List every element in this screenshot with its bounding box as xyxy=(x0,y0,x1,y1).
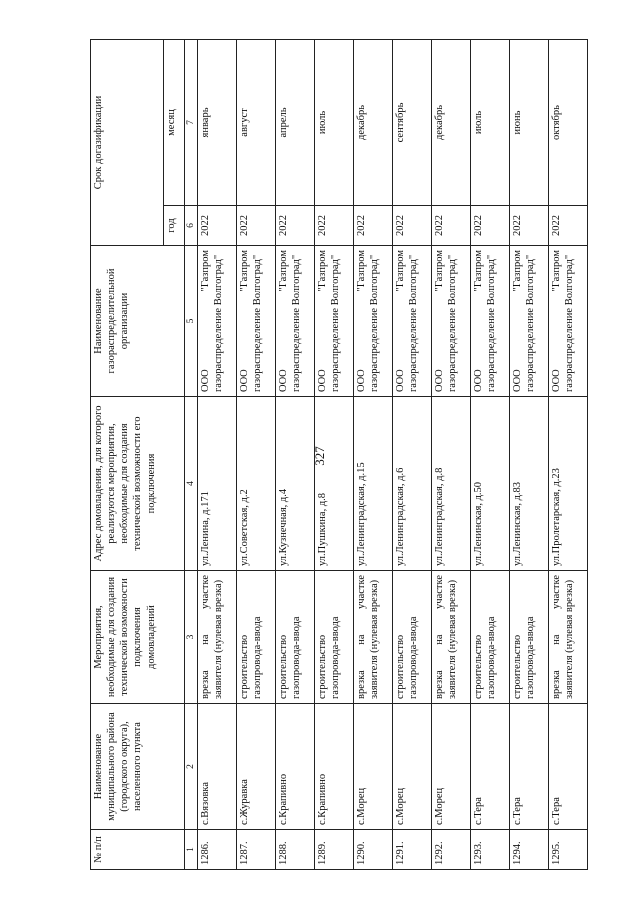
row-organization: ООО "Газпром газораспределение Волгоград" xyxy=(549,246,588,397)
row-year: 2022 xyxy=(549,206,588,246)
row-organization: ООО "Газпром газораспределение Волгоград" xyxy=(315,246,354,397)
gasification-table xyxy=(90,39,588,870)
row-place: с.Морец xyxy=(393,704,432,830)
row-year: 2022 xyxy=(198,206,237,246)
row-year: 2022 xyxy=(510,206,549,246)
row-month: июль xyxy=(471,39,510,205)
row-place: с.Тера xyxy=(471,704,510,830)
row-place: с.Журавка xyxy=(237,704,276,830)
row-address: ул.Ленинская, д.50 xyxy=(471,397,510,571)
row-year: 2022 xyxy=(354,206,393,246)
row-address: ул.Ленина, д.171 xyxy=(198,397,237,571)
row-number: 1291. xyxy=(393,830,432,870)
row-organization: ООО "Газпром газораспределение Волгоград" xyxy=(432,246,471,397)
header-district: Наименование муниципального района (городского округа), населенного пункта xyxy=(91,704,185,830)
row-month: июнь xyxy=(510,39,549,205)
row-place: с.Крапивно xyxy=(276,704,315,830)
table-row xyxy=(276,39,315,869)
table-row xyxy=(315,39,354,869)
row-number: 1290. xyxy=(354,830,393,870)
column-index: 4 xyxy=(185,397,198,571)
header-activity: Мероприятия, необходимые для создания технической возможности подключения домовладений xyxy=(91,571,185,704)
row-organization: ООО "Газпром газораспределение Волгоград" xyxy=(276,246,315,397)
row-activity: строительство газопровода-ввода xyxy=(471,571,510,704)
row-number: 1294. xyxy=(510,830,549,870)
column-index: 5 xyxy=(185,246,198,397)
row-year: 2022 xyxy=(393,206,432,246)
column-index: 1 xyxy=(185,830,198,870)
row-month: октябрь xyxy=(549,39,588,205)
row-address: ул.Советская, д.2 xyxy=(237,397,276,571)
header-num: № п/п xyxy=(91,830,185,870)
row-activity: врезка на участке заявителя (нулевая врезка) xyxy=(354,571,393,704)
row-number: 1288. xyxy=(276,830,315,870)
row-activity: строительство газопровода-ввода xyxy=(510,571,549,704)
row-address: ул.Пушкина, д.8 xyxy=(315,397,354,571)
row-month: август xyxy=(237,39,276,205)
column-index: 2 xyxy=(185,704,198,830)
row-year: 2022 xyxy=(237,206,276,246)
row-place: с.Морец xyxy=(432,704,471,830)
header-gasification-term: Срок догазификации xyxy=(91,39,164,245)
header-address: Адрес домовладения, для которого реализуются мероприятия, необходимые для создания технической возможности его подключения xyxy=(91,397,185,571)
row-month: апрель xyxy=(276,39,315,205)
table-row xyxy=(549,39,588,869)
row-year: 2022 xyxy=(432,206,471,246)
row-place: с.Крапивно xyxy=(315,704,354,830)
table-row xyxy=(354,39,393,869)
row-activity: строительство газопровода-ввода xyxy=(237,571,276,704)
row-place: с.Вязовка xyxy=(198,704,237,830)
row-activity: строительство газопровода-ввода xyxy=(276,571,315,704)
row-organization: ООО "Газпром газораспределение Волгоград" xyxy=(471,246,510,397)
row-year: 2022 xyxy=(471,206,510,246)
table-row xyxy=(471,39,510,869)
column-index: 7 xyxy=(185,39,198,205)
row-organization: ООО "Газпром газораспределение Волгоград" xyxy=(237,246,276,397)
header-month: месяц xyxy=(164,39,185,205)
row-organization: ООО "Газпром газораспределение Волгоград" xyxy=(393,246,432,397)
row-month: июль xyxy=(315,39,354,205)
row-organization: ООО "Газпром газораспределение Волгоград" xyxy=(198,246,237,397)
row-activity: врезка на участке заявителя (нулевая врезка) xyxy=(432,571,471,704)
row-number: 1295. xyxy=(549,830,588,870)
row-month: декабрь xyxy=(432,39,471,205)
row-activity: врезка на участке заявителя (нулевая врезка) xyxy=(549,571,588,704)
row-number: 1287. xyxy=(237,830,276,870)
table-row xyxy=(432,39,471,869)
row-organization: ООО "Газпром газораспределение Волгоград" xyxy=(510,246,549,397)
row-year: 2022 xyxy=(276,206,315,246)
page-number-text: 327 xyxy=(312,446,327,466)
row-organization: ООО "Газпром газораспределение Волгоград" xyxy=(354,246,393,397)
row-address: ул.Ленинградская, д.6 xyxy=(393,397,432,571)
row-number: 1286. xyxy=(198,830,237,870)
row-month: январь xyxy=(198,39,237,205)
row-address: ул.Ленинградская, д.8 xyxy=(432,397,471,571)
row-address: ул.Ленинградская, д.15 xyxy=(354,397,393,571)
row-year: 2022 xyxy=(315,206,354,246)
column-index: 6 xyxy=(185,206,198,246)
row-number: 1292. xyxy=(432,830,471,870)
row-activity: врезка на участке заявителя (нулевая врезка) xyxy=(198,571,237,704)
row-number: 1293. xyxy=(471,830,510,870)
row-activity: строительство газопровода-ввода xyxy=(315,571,354,704)
row-number: 1289. xyxy=(315,830,354,870)
row-month: декабрь xyxy=(354,39,393,205)
table-row xyxy=(393,39,432,869)
row-activity: строительство газопровода-ввода xyxy=(393,571,432,704)
header-year: год xyxy=(164,206,185,246)
table-row xyxy=(198,39,237,869)
table-row xyxy=(510,39,549,869)
row-place: с.Тера xyxy=(549,704,588,830)
row-place: с.Тера xyxy=(510,704,549,830)
row-address: ул.Кузнечная, д.4 xyxy=(276,397,315,571)
table-row xyxy=(237,39,276,869)
header-organization: Наименование газораспределительной организации xyxy=(91,246,185,397)
row-month: сентябрь xyxy=(393,39,432,205)
row-place: с.Морец xyxy=(354,704,393,830)
row-address: ул.Пролетарская, д.23 xyxy=(549,397,588,571)
column-index: 3 xyxy=(185,571,198,704)
row-address: ул.Ленинская, д.83 xyxy=(510,397,549,571)
rotated-document xyxy=(90,40,576,870)
